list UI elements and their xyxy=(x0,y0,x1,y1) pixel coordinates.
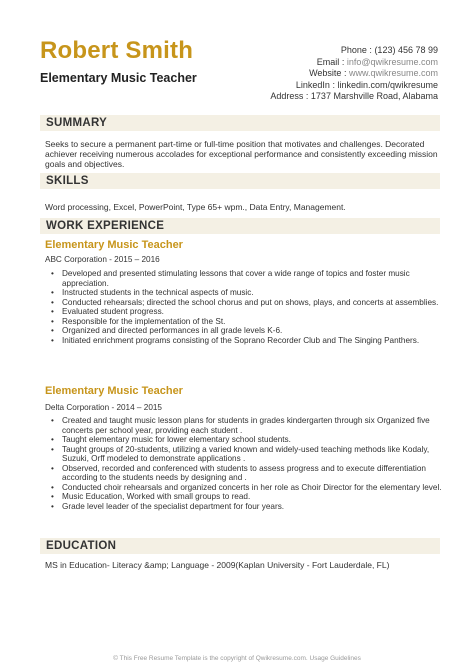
list-item: • Conducted choir rehearsals and organized concerts in her role as Choir Director for the elementary level. xyxy=(62,483,447,493)
list-item: • Initiated enrichment programs consisting of the Soprano Recorder Club and The Singing Panthers. xyxy=(62,336,447,346)
contact-label: Phone xyxy=(340,45,367,55)
section-skills xyxy=(40,173,440,189)
list-item: • Responsible for the implementation of the St. xyxy=(62,317,447,327)
section-heading: SKILLS xyxy=(46,175,89,187)
section-heading: WORK EXPERIENCE xyxy=(46,220,165,232)
contact-linkedin: LinkedIn : linkedin.com/qwikresume xyxy=(295,79,438,90)
contact-value: linkedin.com/qwikresume xyxy=(337,79,438,90)
contact-label: LinkedIn xyxy=(295,79,330,90)
contact-website: Website : www.qwikresume.com xyxy=(309,68,438,79)
education-text: MS in Education- Literacy &amp; Language - 2009(Kaplan University - Fort Lauderdale, FL) xyxy=(45,560,390,570)
list-item: • Conducted rehearsals; directed the school chorus and put on shows, plays, and concerts at assemblies. xyxy=(62,298,447,308)
list-item: • Organized and directed performances in all grade levels K-6. xyxy=(62,326,447,336)
list-item: • Grade level leader of the specialist department for four years. xyxy=(62,502,447,512)
email-link[interactable]: info@qwikresume.com xyxy=(346,56,438,67)
candidate-name: Robert Smith xyxy=(40,37,194,64)
list-item: • Music Education, Worked with small groups to read. xyxy=(62,492,447,502)
contact-value: (123) 456 78 99 xyxy=(374,45,438,55)
job-title: Elementary Music Teacher xyxy=(45,385,183,397)
job-bullets xyxy=(45,269,447,345)
job-bullets xyxy=(45,416,447,511)
list-item: • Evaluated student progress. xyxy=(62,307,447,317)
list-item: • Taught groups of 20-students, utilizing a varied known and widely-used teaching methods like Kodaly, Suzuki, Orff modeled to demonstrate applications . xyxy=(62,445,447,464)
section-summary xyxy=(40,115,440,131)
contact-label: Address xyxy=(270,91,304,102)
job-company: ABC Corporation - 2015 – 2016 xyxy=(45,255,160,264)
website-link[interactable]: www.qwikresume.com xyxy=(348,68,438,79)
list-item: • Taught elementary music for lower elementary school students. xyxy=(62,435,447,445)
summary-text: Seeks to secure a permanent part-time or full-time position that motivates and challenges. Decorated achiever receiving numerous accolades for exceptional performance and consistently exceeding mission goals and objectives. xyxy=(45,139,438,170)
section-work-experience xyxy=(40,218,440,234)
list-item: • Developed and presented stimulating lessons that cover a wide range of topics and foster music appreciation. xyxy=(62,269,447,288)
footer-copyright: © This Free Resume Template is the copyright of Qwikresume.com. Usage Guidelines xyxy=(113,655,361,662)
list-item: • Instructed students in the technical aspects of music. xyxy=(62,288,447,298)
contact-label: Email xyxy=(316,56,340,67)
section-heading: SUMMARY xyxy=(46,117,108,129)
list-item: • Observed, recorded and conferenced with students to assess progress and to execute differentiation according to the students needs by designing and . xyxy=(62,464,447,483)
list-item: • Created and taught music lesson plans for students in grades kindergarten through six Organized five concerts per school year, providing each student . xyxy=(62,416,447,435)
contact-email: Email : info@qwikresume.com xyxy=(316,56,438,67)
job-company: Delta Corporation - 2014 – 2015 xyxy=(45,403,162,412)
contact-label: Website xyxy=(309,68,342,79)
section-education xyxy=(40,538,440,554)
contact-block xyxy=(270,45,438,103)
contact-phone: Phone : (123) 456 78 99 xyxy=(340,45,438,55)
job-title: Elementary Music Teacher xyxy=(45,239,183,251)
candidate-title: Elementary Music Teacher xyxy=(40,71,197,85)
section-heading: EDUCATION xyxy=(46,540,117,552)
contact-value: 1737 Marshville Road, Alabama xyxy=(310,91,438,102)
skills-text: Word processing, Excel, PowerPoint, Type 65+ wpm., Data Entry, Management. xyxy=(45,202,346,212)
contact-address: Address : 1737 Marshville Road, Alabama xyxy=(270,91,438,102)
